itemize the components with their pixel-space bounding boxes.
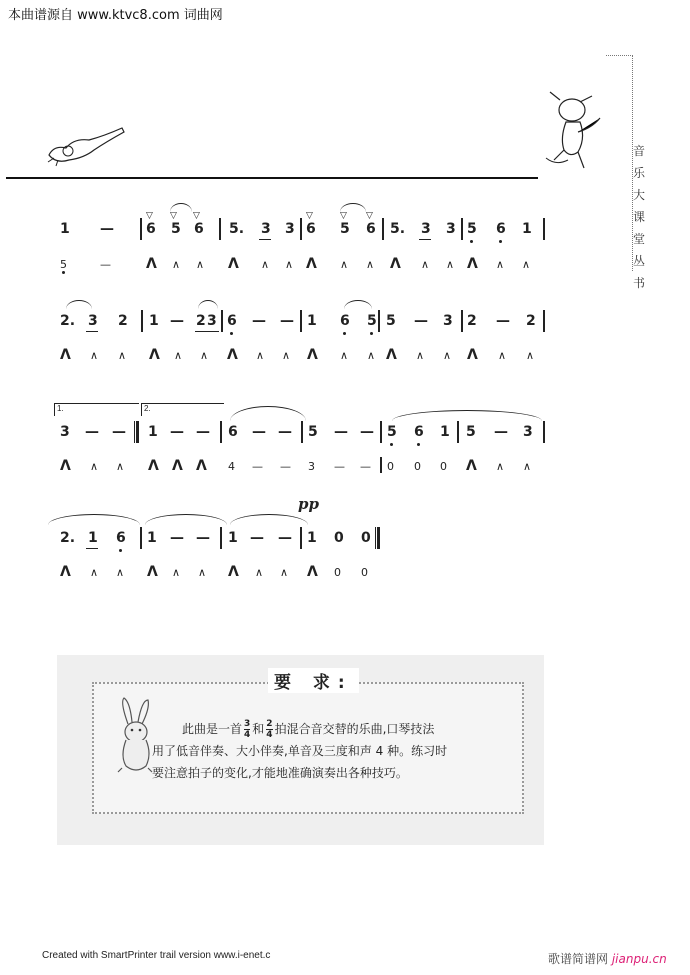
accomp-chord: Λ — [228, 256, 239, 272]
series-label — [630, 140, 648, 294]
note: — — [250, 530, 264, 546]
accomp-chord: Λ — [307, 564, 318, 580]
barline — [300, 527, 302, 549]
note: 5. — [390, 221, 406, 237]
watermark-header: 本曲谱源自 www.ktvc8.com 词曲网 — [8, 8, 223, 23]
accent-mark: ▽ — [193, 210, 200, 220]
note: 2. — [60, 313, 76, 329]
note: 3 — [285, 221, 295, 237]
slur — [66, 300, 92, 309]
accomp-note: ∧ — [256, 349, 265, 362]
cartoon-skater-icon — [540, 88, 608, 173]
accomp-chord: Λ — [60, 347, 71, 363]
note: 5 — [340, 221, 350, 237]
series-char: 堂 — [632, 232, 645, 246]
note: — — [360, 424, 374, 440]
accomp-note: ∧ — [366, 258, 375, 271]
frac-den: 4 — [266, 730, 273, 740]
header-rule — [6, 177, 538, 179]
accomp-note: ∧ — [522, 258, 531, 271]
accomp-chord: Λ — [148, 458, 159, 474]
accomp-note: ∧ — [116, 566, 125, 579]
accomp-chord: Λ — [466, 458, 477, 474]
accent-mark: ▽ — [170, 210, 177, 220]
note: 1 — [148, 424, 158, 440]
note: 3 — [421, 221, 431, 237]
barline — [140, 218, 142, 240]
barline — [543, 310, 545, 332]
note: 6 — [194, 221, 204, 237]
note: — — [85, 424, 99, 440]
footer-site-brand: jianpu.cn — [611, 952, 667, 966]
barline — [220, 527, 222, 549]
accomp-note: ∧ — [340, 258, 349, 271]
note: 2 — [467, 313, 477, 329]
note: 2 — [526, 313, 536, 329]
text-segment: 此曲是一首 — [182, 722, 243, 736]
accomp-note: ∧ — [367, 349, 376, 362]
accent-mark: ▽ — [340, 210, 347, 220]
barline — [543, 218, 545, 240]
accomp-note: — — [280, 460, 291, 473]
barline — [220, 421, 222, 443]
low-octave-dot — [390, 443, 393, 446]
note: 1 — [307, 313, 317, 329]
accomp-chord: Λ — [146, 256, 157, 272]
note: 1 — [228, 530, 238, 546]
note: — — [170, 530, 184, 546]
frac-num: 2 — [266, 719, 273, 729]
accomp-note: ∧ — [340, 349, 349, 362]
slur — [198, 300, 218, 309]
accomp-note: ∧ — [523, 460, 532, 473]
slur — [230, 406, 306, 421]
accomp-chord: Λ — [306, 256, 317, 272]
note: — — [414, 313, 428, 329]
underline — [195, 331, 219, 332]
note: — — [196, 424, 210, 440]
note: — — [252, 313, 266, 329]
accomp-note: 3 — [308, 460, 315, 473]
barline — [301, 421, 303, 443]
low-octave-dot — [499, 240, 502, 243]
dotted-frame — [606, 55, 633, 271]
low-octave-dot — [230, 332, 233, 335]
note: — — [278, 424, 292, 440]
footer-trial-notice: Created with SmartPrinter trail version www.i-enet.c — [42, 950, 271, 961]
accomp-note: ∧ — [198, 566, 207, 579]
time-signature-3-4 — [244, 719, 250, 740]
note: 2 — [196, 313, 206, 329]
accomp-note: ∧ — [446, 258, 455, 271]
note: 1 — [88, 530, 98, 546]
double-barline — [134, 421, 139, 443]
note: 3 — [261, 221, 271, 237]
text-segment: 拍混合音交替的乐曲,口琴技法 — [274, 722, 435, 736]
barline — [300, 310, 302, 332]
barline — [380, 421, 382, 443]
accomp-note: ∧ — [285, 258, 294, 271]
note: — — [112, 424, 126, 440]
series-char: 课 — [632, 210, 645, 224]
barline — [543, 421, 545, 443]
accomp-chord: Λ — [149, 347, 160, 363]
note: 5 — [386, 313, 396, 329]
barline — [461, 218, 463, 240]
series-char: 丛 — [632, 254, 645, 268]
accomp-note: 4 — [228, 460, 235, 473]
note: 6 — [306, 221, 316, 237]
note: — — [280, 313, 294, 329]
note: 5 — [467, 221, 477, 237]
barline — [380, 457, 382, 473]
note: 6 — [146, 221, 156, 237]
note: — — [494, 424, 508, 440]
accomp-note: ∧ — [443, 349, 452, 362]
frac-den: 4 — [244, 730, 251, 740]
barline — [300, 218, 302, 240]
accomp-note: 0 — [387, 460, 394, 473]
barline — [219, 218, 221, 240]
accomp-note: ∧ — [116, 460, 125, 473]
accomp-note: ∧ — [90, 566, 99, 579]
accomp-chord: Λ — [307, 347, 318, 363]
note: — — [252, 424, 266, 440]
accomp-chord: Λ — [467, 347, 478, 363]
note: — — [100, 221, 114, 237]
requirement-text — [182, 718, 492, 740]
note: 1 — [149, 313, 159, 329]
accomp-note: ∧ — [172, 258, 181, 271]
barline — [457, 421, 459, 443]
note: 3 — [60, 424, 70, 440]
underline — [86, 331, 98, 332]
accomp-note: ∧ — [282, 349, 291, 362]
accent-mark: ▽ — [306, 210, 313, 220]
accomp-chord: Λ — [60, 564, 71, 580]
note: 1 — [307, 530, 317, 546]
accent-mark: ▽ — [366, 210, 373, 220]
accomp-note: — — [100, 258, 111, 271]
accomp-chord: Λ — [147, 564, 158, 580]
accomp-chord: Λ — [227, 347, 238, 363]
accomp-note: ∧ — [174, 349, 183, 362]
cartoon-flyer-icon — [44, 120, 129, 170]
underline — [259, 239, 271, 240]
note: 5 — [387, 424, 397, 440]
accomp-note: ∧ — [261, 258, 270, 271]
slur — [344, 300, 372, 309]
note: — — [170, 424, 184, 440]
accomp-chord: Λ — [172, 458, 183, 474]
note: 5. — [229, 221, 245, 237]
final-barline — [375, 527, 380, 549]
frac-num: 3 — [244, 719, 251, 729]
note: 6 — [340, 313, 350, 329]
low-octave-dot — [62, 271, 65, 274]
accomp-note: 0 — [334, 566, 341, 579]
barline — [140, 527, 142, 549]
requirement-line-1 — [182, 718, 492, 740]
note: 6 — [228, 424, 238, 440]
accomp-note: 5 — [60, 258, 67, 271]
accomp-chord: Λ — [467, 256, 478, 272]
note: — — [496, 313, 510, 329]
series-char: 音 — [632, 144, 645, 158]
dynamic-marking: pp — [298, 495, 319, 513]
accomp-chord: Λ — [228, 564, 239, 580]
note: 3 — [443, 313, 453, 329]
slur — [230, 514, 308, 525]
slur — [392, 410, 542, 421]
slur — [48, 514, 140, 525]
note: 6 — [414, 424, 424, 440]
accomp-chord: Λ — [386, 347, 397, 363]
note: 2 — [118, 313, 128, 329]
time-signature-2-4 — [266, 719, 272, 740]
series-char: 乐 — [632, 166, 645, 180]
low-octave-dot — [370, 332, 373, 335]
accomp-note: — — [252, 460, 263, 473]
slur — [340, 203, 366, 212]
note: 3 — [523, 424, 533, 440]
accomp-note: ∧ — [172, 566, 181, 579]
series-char: 大 — [632, 188, 645, 202]
accomp-note: — — [360, 460, 371, 473]
requirement-title: 要 求: — [268, 668, 359, 693]
accomp-note: ∧ — [280, 566, 289, 579]
slur — [145, 514, 227, 525]
note: 3 — [207, 313, 217, 329]
faint-title-decoration — [160, 100, 460, 130]
note: — — [170, 313, 184, 329]
footer-site-watermark — [548, 950, 667, 967]
barline — [141, 310, 143, 332]
note: 6 — [496, 221, 506, 237]
accomp-note: ∧ — [200, 349, 209, 362]
accomp-note: ∧ — [526, 349, 535, 362]
low-octave-dot — [470, 240, 473, 243]
note: 1 — [147, 530, 157, 546]
accomp-note: 0 — [414, 460, 421, 473]
note: 3 — [446, 221, 456, 237]
low-octave-dot — [343, 332, 346, 335]
accomp-chord: Λ — [196, 458, 207, 474]
note: 5 — [171, 221, 181, 237]
volta-bracket-2: 2. — [141, 403, 224, 416]
accomp-note: 0 — [361, 566, 368, 579]
note: 5 — [308, 424, 318, 440]
underline — [419, 239, 431, 240]
note: — — [278, 530, 292, 546]
accomp-note: ∧ — [498, 349, 507, 362]
low-octave-dot — [119, 549, 122, 552]
accomp-note: ∧ — [496, 258, 505, 271]
accomp-chord: Λ — [60, 458, 71, 474]
accomp-note: 0 — [440, 460, 447, 473]
note: 1 — [522, 221, 532, 237]
note: 0 — [334, 530, 344, 546]
note: 5 — [466, 424, 476, 440]
accomp-note: ∧ — [196, 258, 205, 271]
note: 1 — [440, 424, 450, 440]
note: 0 — [361, 530, 371, 546]
accomp-note: ∧ — [496, 460, 505, 473]
footer-site-name: 歌谱简谱网 — [548, 952, 609, 966]
slur — [170, 203, 192, 212]
accomp-note: ∧ — [416, 349, 425, 362]
series-char: 书 — [632, 276, 645, 290]
accomp-note: ∧ — [118, 349, 127, 362]
note: 6 — [116, 530, 126, 546]
underline — [86, 548, 98, 549]
note: — — [196, 530, 210, 546]
accomp-note: — — [334, 460, 345, 473]
requirement-line-2: 用了低音伴奏、大小伴奏,单音及三度和声 4 种。练习时 — [152, 744, 448, 758]
note: 5 — [367, 313, 377, 329]
accomp-note: ∧ — [255, 566, 264, 579]
accomp-note: ∧ — [90, 349, 99, 362]
note: 6 — [227, 313, 237, 329]
text-segment: 和 — [252, 722, 265, 736]
requirement-line-3: 要注意拍子的变化,才能地准确演奏出各种技巧。 — [152, 766, 408, 780]
volta-bracket-1: 1. — [54, 403, 139, 416]
barline — [221, 310, 223, 332]
barline — [382, 218, 384, 240]
accomp-chord: Λ — [390, 256, 401, 272]
accent-mark: ▽ — [146, 210, 153, 220]
note: 6 — [366, 221, 376, 237]
note: 3 — [88, 313, 98, 329]
barline — [378, 310, 380, 332]
barline — [461, 310, 463, 332]
low-octave-dot — [417, 443, 420, 446]
accomp-note: ∧ — [90, 460, 99, 473]
accomp-note: ∧ — [421, 258, 430, 271]
note: 2. — [60, 530, 76, 546]
note: — — [334, 424, 348, 440]
note: 1 — [60, 221, 70, 237]
